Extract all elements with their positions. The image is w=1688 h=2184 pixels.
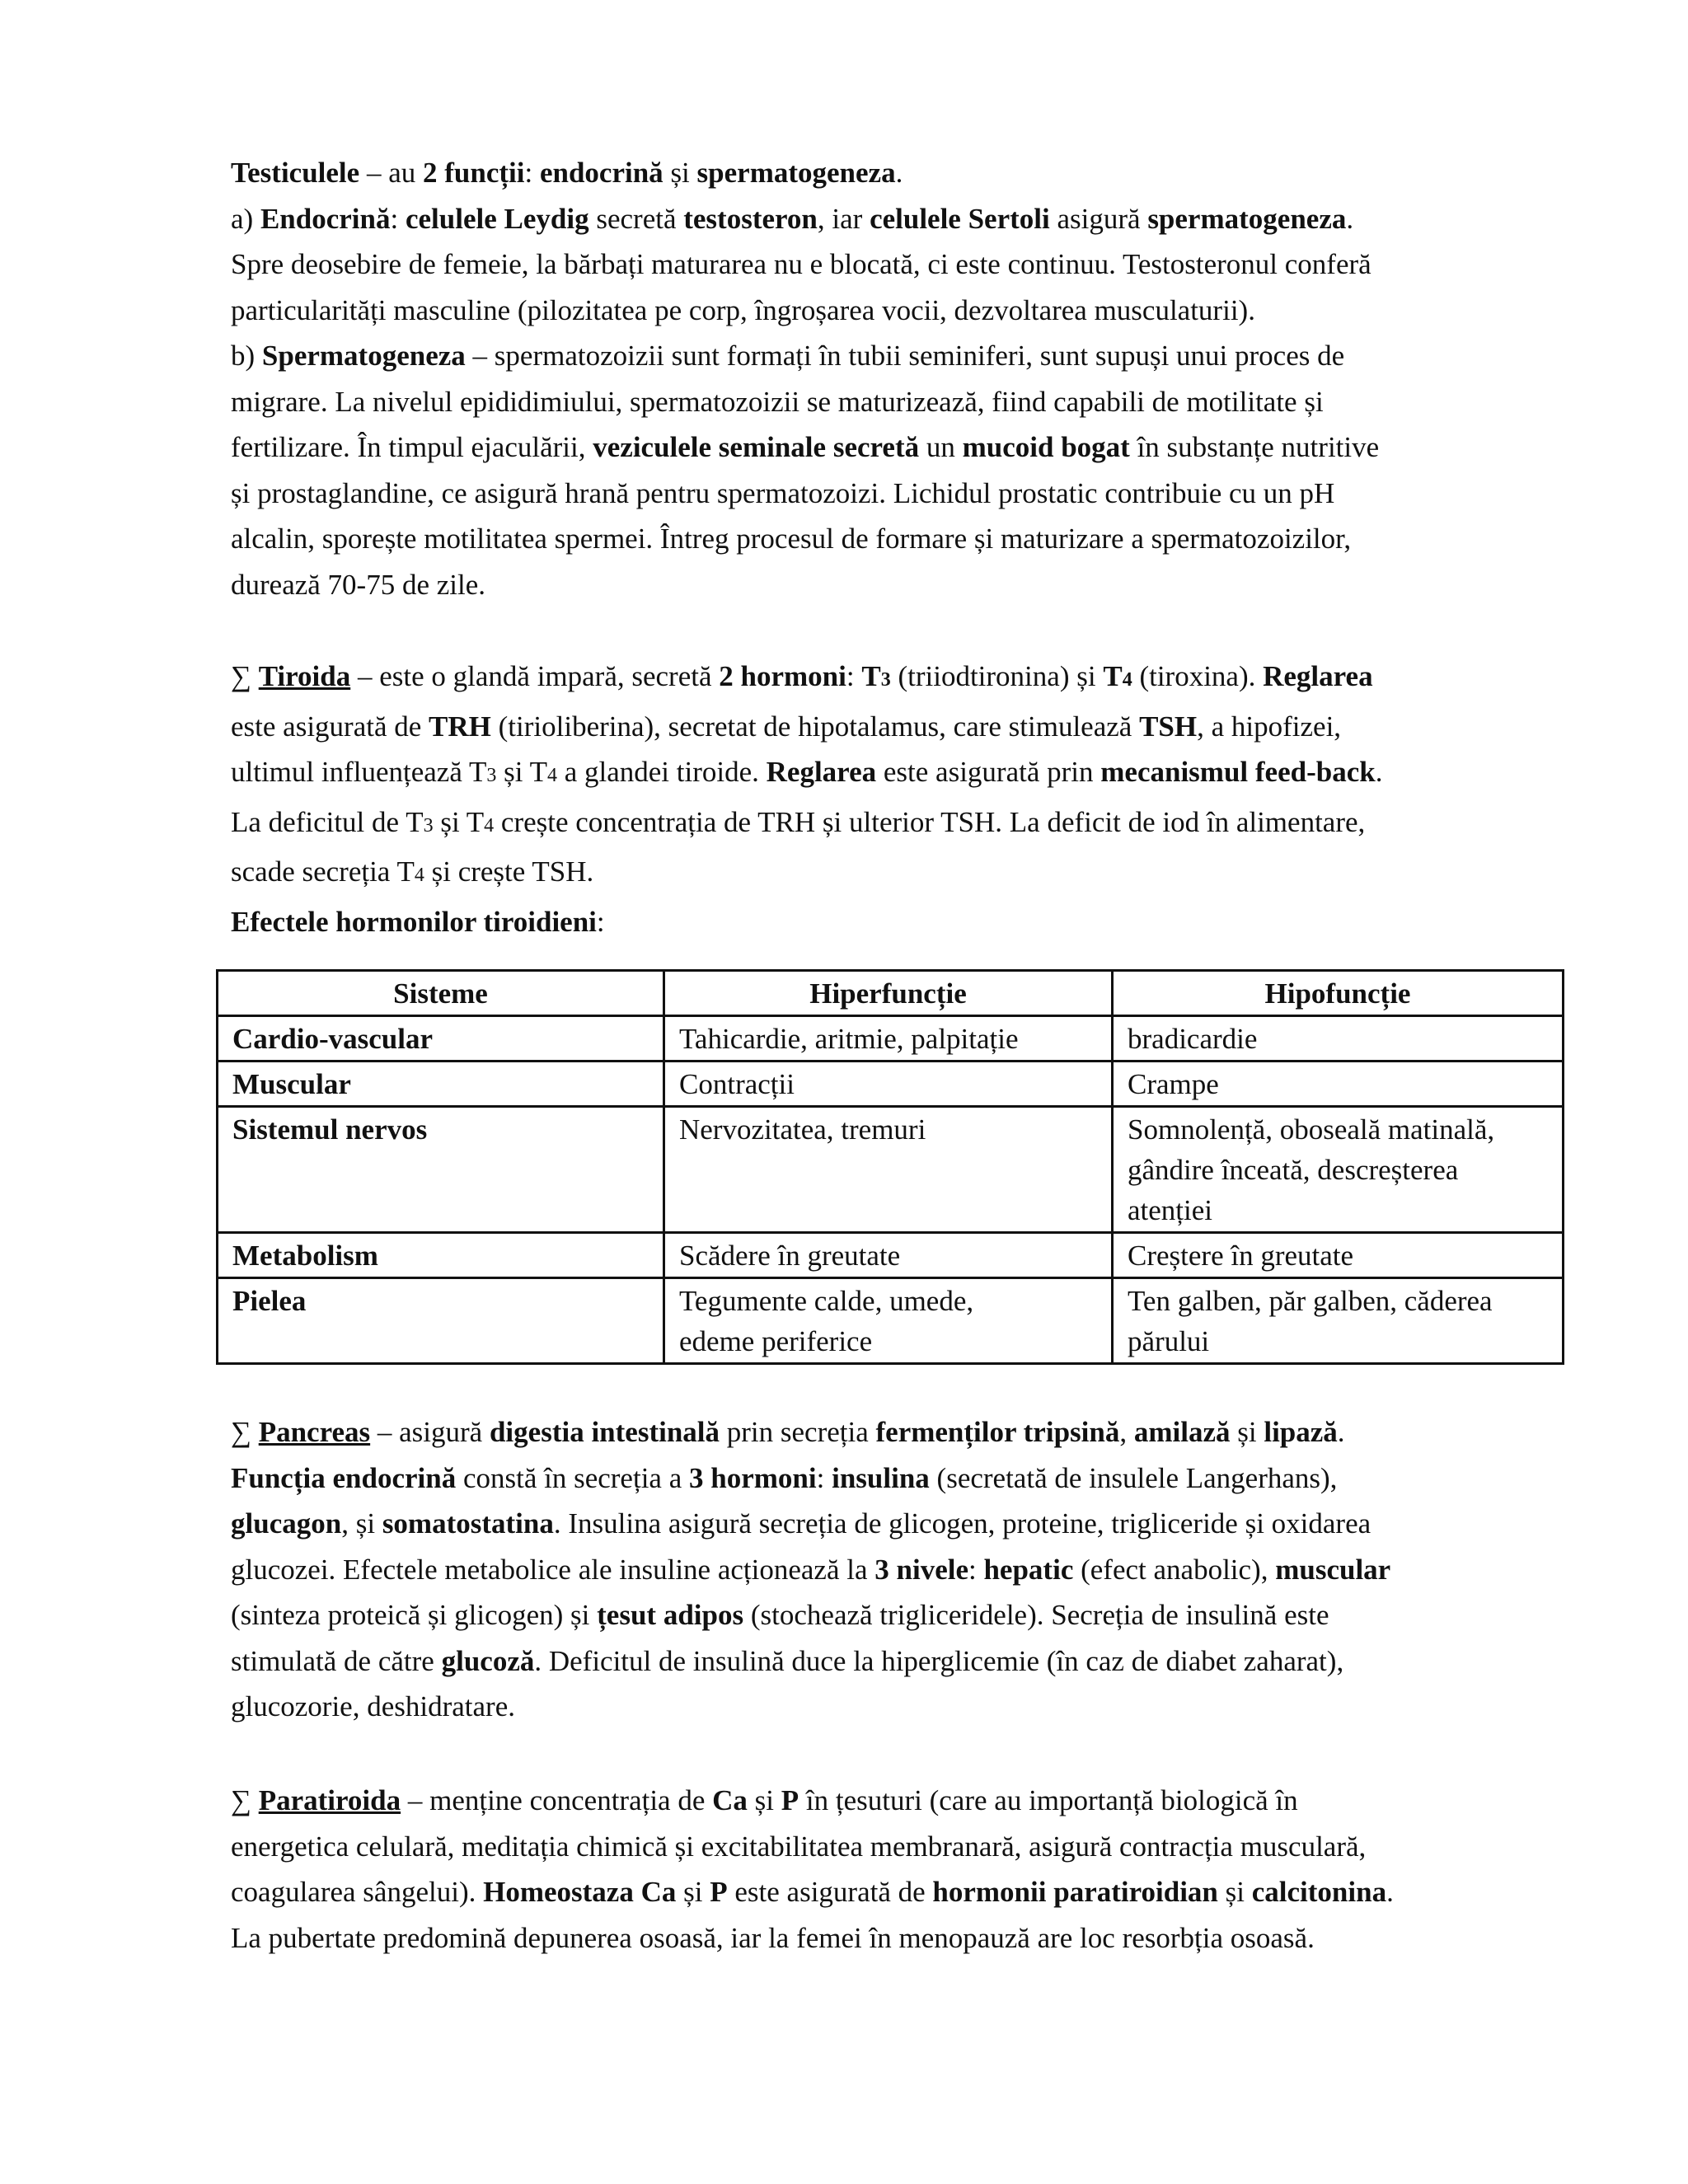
thyroid-effects-table xyxy=(216,969,1564,1365)
tiroida-line-4: La deficitul de T3 și T4 crește concentrația de TRH și ulterior TSH. La deficit de iod în alimentare, xyxy=(231,805,1366,838)
testicule-line-6: migrare. La nivelul epididimiului, spermatozoizii se maturizează, fiind capabili de motilitate și xyxy=(231,385,1324,418)
testicule-line-8: și prostaglandine, ce asigură hrană pentru spermatozoizi. Lichidul prostatic contribuie cu un pH xyxy=(231,476,1335,509)
cell-hyper: Tegumente calde, umede, edeme periferice xyxy=(664,1278,1113,1364)
testicule-line-10: durează 70-75 de zile. xyxy=(231,568,486,601)
pancreas-line-3: glucagon, și somatostatina. Insulina asigură secreția de glicogen, proteine, trigliceride și oxidarea xyxy=(231,1507,1372,1540)
column-header-sisteme: Sisteme xyxy=(218,971,664,1016)
cell-hypo: Somnolență, oboseală matinală, gândire înceată, descreșterea atenției xyxy=(1113,1107,1564,1233)
paratiroida-line-4: La pubertate predomină depunerea osoasă, iar la femei în menopauză are loc resorbția osoasă. xyxy=(231,1921,1315,1954)
tiroida-line-3: ultimul influențează T3 și T4 a glandei tiroide. Reglarea este asigurată prin mecanismul feed-back. xyxy=(231,756,1383,788)
document-body xyxy=(231,150,1566,944)
testicule-line-3: Spre deosebire de femeie, la bărbați maturarea nu e blocată, ci este continuu. Testosteronul conferă xyxy=(231,248,1372,280)
cell-system: Pielea xyxy=(218,1278,664,1364)
table-row xyxy=(218,1278,1564,1364)
table-row xyxy=(218,1233,1564,1278)
cell-system: Cardio-vascular xyxy=(218,1016,664,1062)
column-header-hiperfunctie: Hiperfuncție xyxy=(664,971,1113,1016)
table-row xyxy=(218,1062,1564,1107)
cell-hypo: Ten galben, păr galben, căderea părului xyxy=(1113,1278,1564,1364)
section-pancreas xyxy=(231,1409,1566,1730)
section-title-pancreas: Pancreas xyxy=(258,1416,371,1448)
sum-symbol-icon: ∑ xyxy=(231,660,259,692)
cell-hypo: Crampe xyxy=(1113,1062,1564,1107)
cell-hyper: Nervozitatea, tremuri xyxy=(664,1107,1113,1233)
pancreas-line-6: stimulată de către glucoză. Deficitul de insulină duce la hiperglicemie (în caz de diabet zaharat), xyxy=(231,1644,1344,1677)
sum-symbol-icon: ∑ xyxy=(231,1784,259,1816)
table-row xyxy=(218,1016,1564,1062)
cell-hyper: Tahicardie, aritmie, palpitație xyxy=(664,1016,1113,1062)
cell-system: Metabolism xyxy=(218,1233,664,1278)
pancreas-line-1: ∑ Pancreas – asigură digestia intestinală prin secreția fermenților tripsină, amilază și lipază. xyxy=(231,1416,1345,1448)
table-header-row xyxy=(218,971,1564,1016)
table-row xyxy=(218,1107,1564,1233)
testicule-line-5: b) Spermatogeneza – spermatozoizii sunt formați în tubii seminiferi, sunt supuși unui proces de xyxy=(231,340,1345,372)
tiroida-line-2: este asigurată de TRH (tirioliberina), secretat de hipotalamus, care stimulează TSH, a hipofizei, xyxy=(231,710,1342,743)
pancreas-line-5: (sinteza proteică și glicogen) și țesut adipos (stochează trigliceridele). Secreția de insulină este xyxy=(231,1599,1329,1631)
cell-hypo: Creștere în greutate xyxy=(1113,1233,1564,1278)
section-title-paratiroida: Paratiroida xyxy=(258,1784,401,1816)
testicule-line-9: alcalin, sporește motilitatea spermei. Întreg procesul de formare și maturizare a spermatozoizilor, xyxy=(231,523,1352,555)
testicule-line-1: Testiculele – au 2 funcții: endocrină și spermatogeneza. xyxy=(231,157,903,189)
section-paratiroida xyxy=(231,1778,1566,1961)
table-caption: Efectele hormonilor tiroidieni: xyxy=(231,905,605,938)
paratiroida-line-1: ∑ Paratiroida – menține concentrația de Ca și P în țesuturi (care au importanță biologică în xyxy=(231,1784,1298,1816)
paratiroida-line-2: energetica celulară, meditația chimică și excitabilitatea membranară, asigură contracția musculară, xyxy=(231,1830,1367,1863)
sum-symbol-icon: ∑ xyxy=(231,1416,259,1448)
cell-hyper: Scădere în greutate xyxy=(664,1233,1113,1278)
testicule-line-7: fertilizare. În timpul ejaculării, veziculele seminale secretă un mucoid bogat în substanțe nutritive xyxy=(231,431,1380,463)
paragraph-gap xyxy=(231,607,1566,654)
pancreas-line-4: glucozei. Efectele metabolice ale insuline acționează la 3 nivele: hepatic (efect anabolic), muscular xyxy=(231,1553,1391,1586)
tiroida-line-1: ∑ Tiroida – este o glandă impară, secretă 2 hormoni: T3 (triiodtironina) și T4 (tiroxina). Reglarea xyxy=(231,660,1373,692)
cell-system: Sistemul nervos xyxy=(218,1107,664,1233)
cell-hypo: bradicardie xyxy=(1113,1016,1564,1062)
testicule-line-4: particularități masculine (pilozitatea pe corp, îngroșarea vocii, dezvoltarea musculaturii). xyxy=(231,293,1255,326)
testicule-line-2: a) Endocrină: celulele Leydig secretă testosteron, iar celulele Sertoli asigură spermatogeneza. xyxy=(231,202,1354,235)
tiroida-line-5: scade secreția T4 și crește TSH. xyxy=(231,855,594,888)
cell-hyper: Contracții xyxy=(664,1062,1113,1107)
paratiroida-line-3: coagularea sângelui). Homeostaza Ca și P este asigurată de hormonii paratiroidian și calcitonina. xyxy=(231,1876,1394,1908)
pancreas-line-7: glucozorie, deshidratare. xyxy=(231,1690,515,1722)
cell-system: Muscular xyxy=(218,1062,664,1107)
pancreas-line-2: Funcția endocrină constă în secreția a 3 hormoni: insulina (secretată de insulele Langerhans), xyxy=(231,1461,1338,1494)
section-title-tiroida: Tiroida xyxy=(258,660,351,692)
term-testiculele: Testiculele xyxy=(231,157,360,189)
column-header-hipofunctie: Hipofuncție xyxy=(1113,971,1564,1016)
